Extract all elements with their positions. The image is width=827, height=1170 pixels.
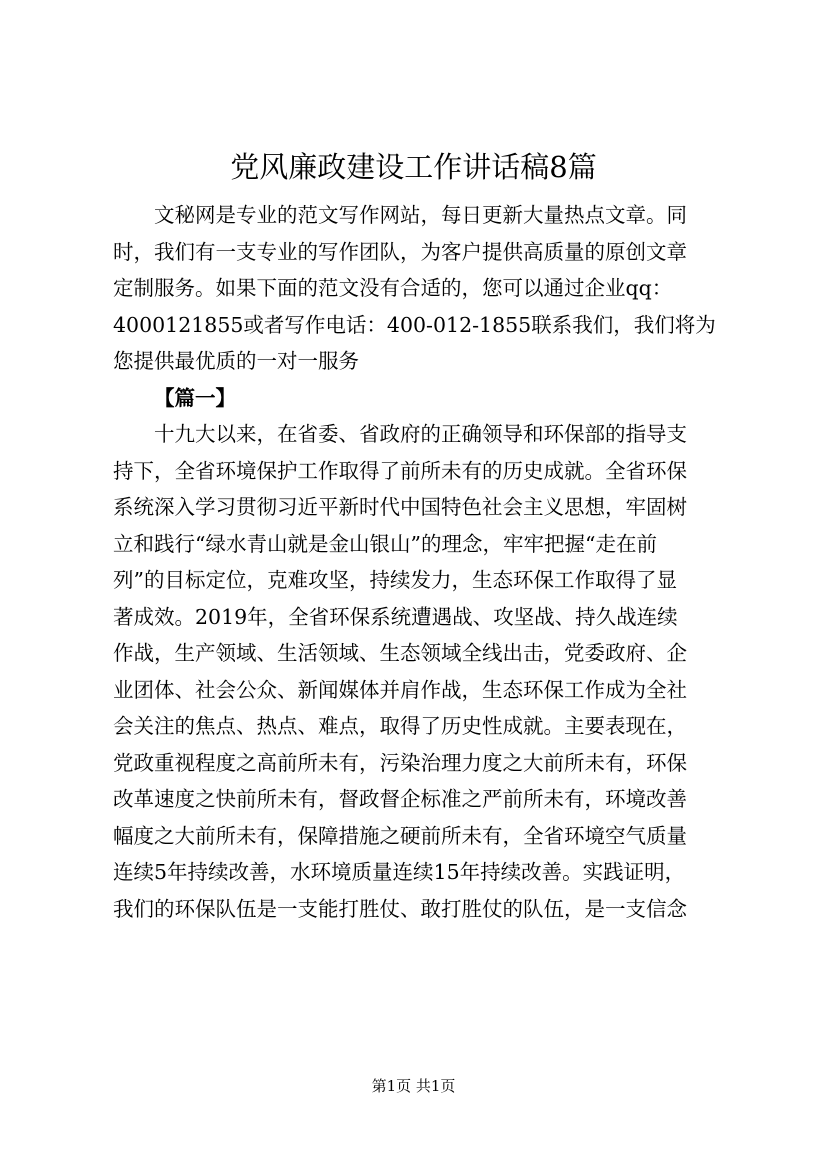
intro-line: 定制服务。如果下面的范文没有合适的，您可以通过企业qq： — [113, 276, 673, 300]
intro-line: 文秘网是专业的范文写作网站，每日更新大量热点文章。同 — [154, 203, 687, 227]
body-line: 连续5年持续改善，水环境质量连续15年持续改善。实践证明， — [113, 860, 686, 884]
body-line: 会关注的焦点、热点、难点，取得了历史性成就。主要表现在， — [113, 714, 687, 738]
intro-line: 时，我们有一支专业的写作团队，为客户提供高质量的原创文章 — [113, 239, 687, 264]
body-line: 系统深入学习贯彻习近平新时代中国特色社会主义思想，牢固树 — [113, 495, 687, 519]
section-heading: 【篇一】 — [154, 385, 236, 410]
document-body — [113, 197, 723, 927]
page-footer: 第1页 共1页 — [371, 1077, 456, 1095]
body-line: 幅度之大前所未有，保障措施之硬前所未有，全省环境空气质量 — [113, 823, 687, 848]
body-line: 党政重视程度之高前所未有，污染治理力度之大前所未有，环保 — [113, 750, 687, 775]
body-line: 我们的环保队伍是一支能打胜仗、敢打胜仗的队伍，是一支信念 — [113, 896, 687, 921]
intro-line: 4000121855或者写作电话：400-012-1855联系我们，我们将为 — [113, 312, 716, 337]
intro-line: 您提供最优质的一对一服务 — [113, 349, 359, 373]
body-line: 改革速度之快前所未有，督政督企标准之严前所未有，环境改善 — [113, 787, 687, 811]
body-line: 业团体、社会公众、新闻媒体并肩作战，生态环保工作成为全社 — [113, 677, 687, 702]
body-line: 作战，生产领域、生活领域、生态领域全线出击，党委政府、企 — [113, 641, 687, 665]
body-line: 十九大以来，在省委、省政府的正确领导和环保部的指导支 — [154, 422, 687, 446]
page-title: 党风廉政建设工作讲话稿8篇 — [230, 150, 597, 184]
body-line: 列”的目标定位，克难攻坚，持续发力，生态环保工作取得了显 — [113, 568, 677, 592]
body-line: 著成效。2019年，全省环保系统遭遇战、攻坚战、持久战连续 — [113, 604, 678, 629]
body-line: 持下，全省环境保护工作取得了前所未有的历史成就。全省环保 — [113, 458, 687, 483]
body-line: 立和践行“绿水青山就是金山银山”的理念，牢牢把握“走在前 — [113, 531, 657, 556]
